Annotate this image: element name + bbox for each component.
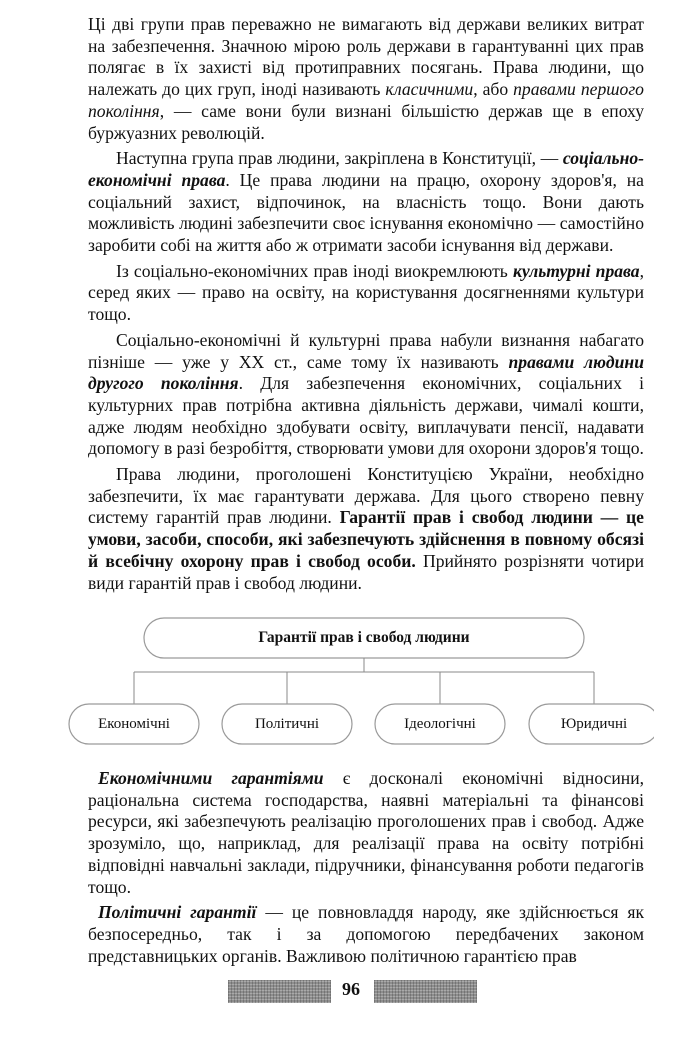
text-block-upper xyxy=(88,14,644,594)
footer-decor-left xyxy=(228,980,331,1003)
term-second-generation: правами людини другого покоління xyxy=(88,351,644,394)
diagram-root: Гарантії прав і свобод людини xyxy=(258,629,470,646)
diagram-node-ideological: Ідеологічні xyxy=(404,715,476,732)
term-cultural: культурні права xyxy=(512,260,640,281)
diagram-node-legal: Юридичні xyxy=(560,715,628,732)
page-number: 96 xyxy=(342,979,360,999)
term-economic-guarantees: Економічними гарантіями xyxy=(98,768,324,788)
definition-guarantees: Гарантії прав і свобод людини — це умови, засоби, способи, які забезпечують здійснення в повному обсязі й всебічну охорону прав і свобод особи. xyxy=(88,507,644,571)
term-political-guarantees: Політичні гарантії xyxy=(98,902,257,923)
footer-decor-right xyxy=(374,980,477,1003)
guarantees-diagram xyxy=(64,610,654,760)
diagram-node-political: Політичні xyxy=(254,715,320,732)
page-footer xyxy=(0,972,700,1012)
term-classical: класичними xyxy=(385,79,474,100)
paragraph-guarantees: Права людини, проголошені Конституцією України, необхідно забезпечити, їх має гарантувати держава. Для цього створено певну систему гарантій прав людини. Гарантії прав і свобод людини — це умови, засоби, способи, які забезпечують здійснення в повному обсязі й всебічну охорону прав і свобод особи. Прийнято розрізняти чотири види гарантій прав і свобод людини. xyxy=(88,464,645,593)
paragraph-socio-economic-rights: Наступна група прав людини, закріплена в Конституції, — соціально-економічні права. Це права людини на працю, охорону здоров'я, на соціальний захист, відпочинок, на власність тощо. Вони дають можливість людині забезпечити своє існування економічно — самостійно заробити собі на життя або ж отримати засоби існування від держави. xyxy=(88,148,644,256)
diagram-node-economic: Економічні xyxy=(98,715,170,732)
paragraph-economic-guarantees: Економічними гарантіями є досконалі економічні відносини, раціональна система господарства, наявні матеріальні та фінансові ресурси, які забезпечують реалізацію проголошених прав і свобод. Адже зрозуміло, що, наприклад, для реалізації права на освіту потрібні відповідні навчальні заклади, підручники, фінансування роботи педагогів тощо. xyxy=(88,768,645,897)
text-block-lower xyxy=(88,768,644,967)
paragraph-political-guarantees: Політичні гарантії — це повновладдя народу, яке здійснюється як безпосередньо, так і за допомогою передбачених законом представницьких органів. Важливою політичною гарантією прав xyxy=(88,902,644,966)
term-socio-economic: соціально-економічні права xyxy=(88,148,644,190)
paragraph-second-generation: Соціально-економічні й культурні права набули визнання набагато пізніше — уже у XX ст., саме тому їх називають правами людини другого покоління. Для забезпечення економічних, соціальних і культурних прав потрібна активна діяльність держави, чималі кошти, адже людям необхідно здобувати освіту, виплачувати пенсії, надавати допомогу в разі безробіття, створювати умови для охорони здоров'я тощо. xyxy=(88,329,644,459)
term-first-generation: правами першого покоління xyxy=(88,79,644,121)
paragraph-classical-rights: Ці дві групи прав переважно не вимагають від держави великих витрат на забезпечення. Значною мірою роль держави в гарантуванні цих прав полягає в їх захисті від протиправних посягань. Права людини, що належать до цих груп, іноді називають класичними, або правами першого покоління, — саме вони були визнані більшістю держав ще в епоху буржуазних революцій. xyxy=(88,14,644,143)
paragraph-cultural-rights: Із соціально-економічних прав іноді виокремлюють культурні права, серед яких — право на освіту, на користування досягненнями культури тощо. xyxy=(88,260,644,325)
